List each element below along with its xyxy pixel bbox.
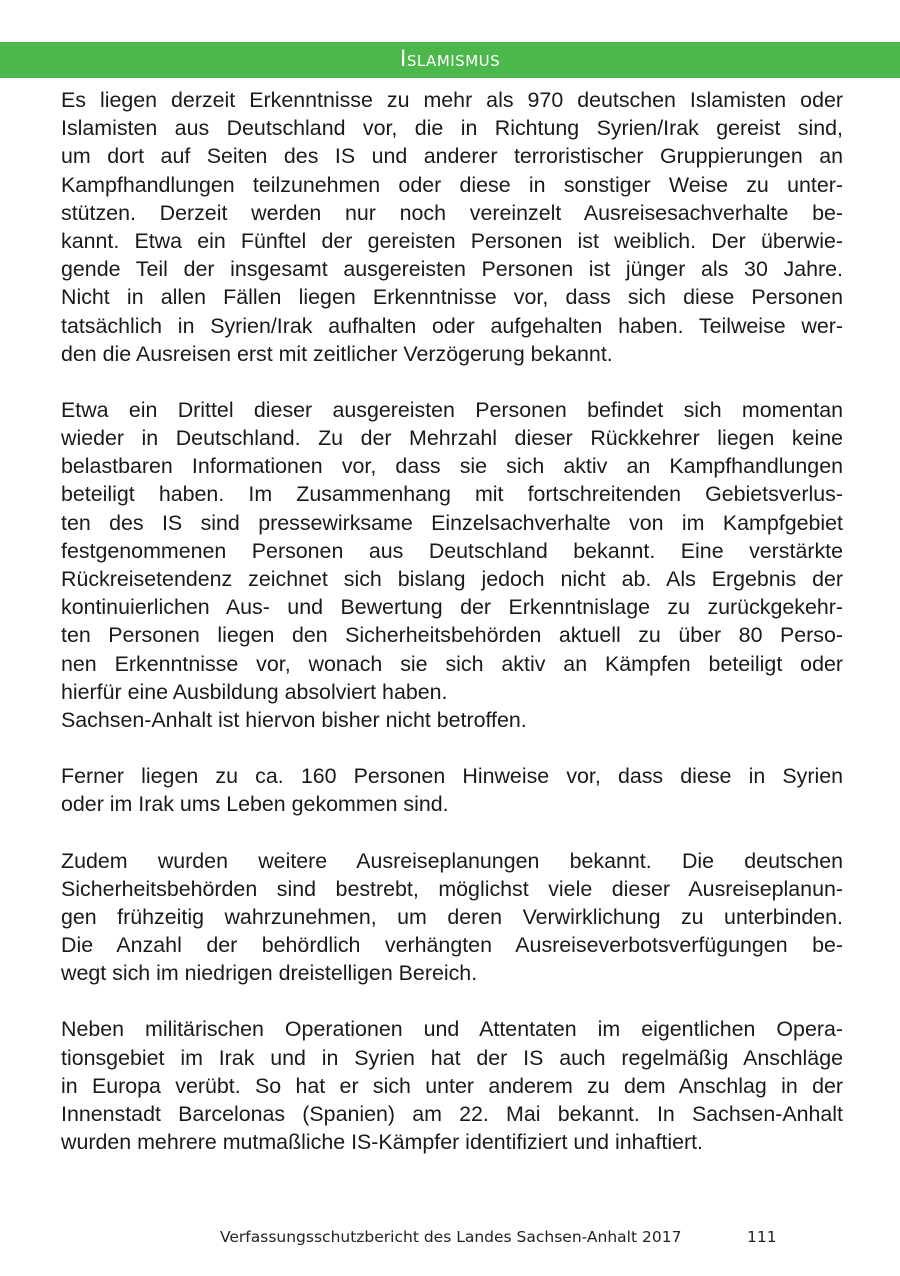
text-line: kannt. Etwa ein Fünftel der gereisten Personen ist weiblich. Der überwie- <box>61 228 843 253</box>
text-line: nen Erkenntnisse vor, wonach sie sich aktiv an Kämpfen beteiligt oder <box>61 651 843 676</box>
text-line: tatsächlich in Syrien/Irak aufhalten oder aufgehalten haben. Teilweise wer- <box>61 313 843 338</box>
text-line: Es liegen derzeit Erkenntnisse zu mehr als 970 deutschen Islamisten oder <box>61 88 843 112</box>
section-header-bar <box>0 42 900 78</box>
text-line: belastbaren Informationen vor, dass sie sich aktiv an Kampfhandlungen <box>61 454 843 479</box>
text-line: Sicherheitsbehörden sind bestrebt, möglichst viele dieser Ausreiseplanun- <box>61 876 843 901</box>
text-line: den die Ausreisen erst mit zeitlicher Verzögerung bekannt. <box>61 341 613 366</box>
text-line: Nicht in allen Fällen liegen Erkenntnisse vor, dass sich diese Personen <box>61 285 843 310</box>
text-line: stützen. Derzeit werden nur noch vereinzelt Ausreisesachverhalte be- <box>61 200 843 225</box>
text-line: wegt sich im niedrigen dreistelligen Bereich. <box>61 961 478 986</box>
text-line: Die Anzahl der behördlich verhängten Ausreiseverbotsverfügungen be- <box>61 933 843 958</box>
text-line: festgenommenen Personen aus Deutschland bekannt. Eine verstärkte <box>61 538 843 563</box>
text-line: in Europa verübt. So hat er sich unter anderem zu dem Anschlag in der <box>61 1073 843 1098</box>
paragraph <box>61 847 843 988</box>
text-line: Zudem wurden weitere Ausreiseplanungen bekannt. Die deutschen <box>61 848 843 873</box>
text-line: Kampfhandlungen teilzunehmen oder diese in sonstiger Weise zu unter- <box>61 172 843 197</box>
body-text <box>61 86 843 1184</box>
text-line: wurden mehrere mutmaßliche IS-Kämpfer identifiziert und inhaftiert. <box>61 1130 703 1155</box>
page-footer <box>0 1228 900 1252</box>
section-title: Islamismus <box>399 47 501 72</box>
footer-title: Verfassungsschutzbericht des Landes Sachsen-Anhalt 2017 <box>220 1228 682 1246</box>
text-line: kontinuierlichen Aus- und Bewertung der Erkenntnislage zu zurückgekehr- <box>61 595 843 620</box>
text-line: tionsgebiet im Irak und in Syrien hat der IS auch regelmäßig Anschläge <box>61 1045 843 1070</box>
text-line: gen frühzeitig wahrzunehmen, um deren Verwirklichung zu unterbinden. <box>61 904 843 929</box>
text-line: beteiligt haben. Im Zusammenhang mit fortschreitenden Gebietsverlus- <box>61 482 843 507</box>
text-line: Etwa ein Drittel dieser ausgereisten Personen befindet sich momentan <box>61 397 843 422</box>
text-line: Ferner liegen zu ca. 160 Personen Hinweise vor, dass diese in Syrien <box>61 764 843 789</box>
text-line: hierfür eine Ausbildung absolviert haben. <box>61 679 448 704</box>
text-line: Sachsen-Anhalt ist hiervon bisher nicht betroffen. <box>61 707 527 732</box>
text-line: ten des IS sind pressewirksame Einzelsachverhalte von im Kampfgebiet <box>61 510 843 535</box>
text-line: Islamisten aus Deutschland vor, die in Richtung Syrien/Irak gereist sind, <box>61 116 843 141</box>
paragraph <box>61 762 843 818</box>
paragraph <box>61 86 843 368</box>
text-line: Innenstadt Barcelonas (Spanien) am 22. Mai bekannt. In Sachsen-Anhalt <box>61 1102 843 1126</box>
text-line: ten Personen liegen den Sicherheitsbehörden aktuell zu über 80 Perso- <box>61 623 843 648</box>
page-number: 111 <box>747 1228 777 1246</box>
text-line: oder im Irak ums Leben gekommen sind. <box>61 792 449 817</box>
text-line: um dort auf Seiten des IS und anderer terroristischer Gruppierungen an <box>61 144 843 169</box>
text-line: wieder in Deutschland. Zu der Mehrzahl dieser Rückkehrer liegen keine <box>61 426 843 451</box>
text-line: gende Teil der insgesamt ausgereisten Personen ist jünger als 30 Jahre. <box>61 257 843 282</box>
paragraph <box>61 1015 843 1156</box>
text-line: Rückreisetendenz zeichnet sich bislang jedoch nicht ab. Als Ergebnis der <box>61 567 843 591</box>
text-line: Neben militärischen Operationen und Attentaten im eigentlichen Opera- <box>61 1017 843 1042</box>
paragraph <box>61 396 843 734</box>
